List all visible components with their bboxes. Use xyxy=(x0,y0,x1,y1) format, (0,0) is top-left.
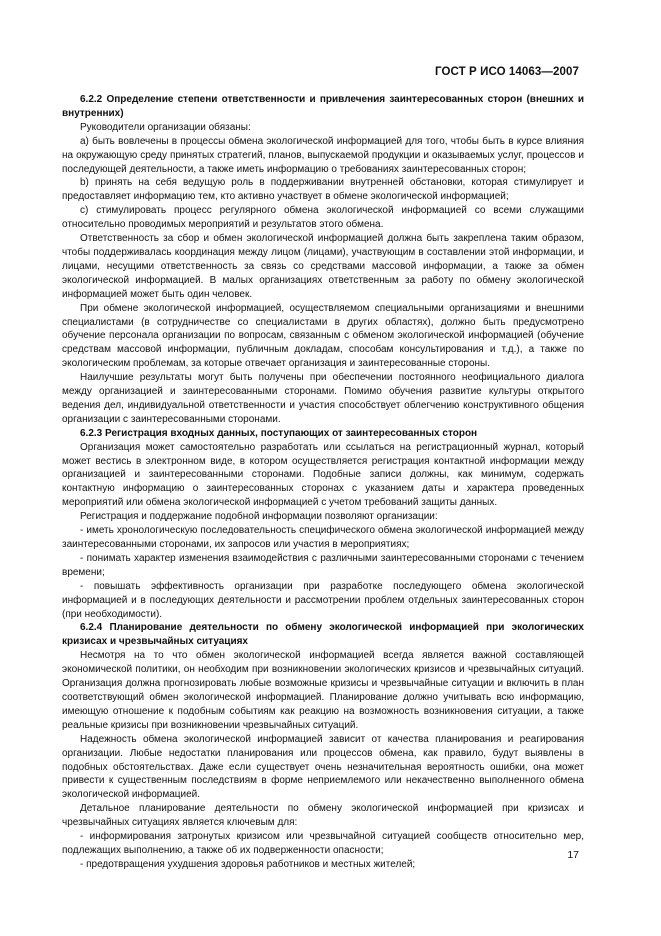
paragraph: При обмене экологической информацией, осуществляемом специальными организациями и внешними специалистами (в сотрудничестве со специалистами в других областях), должно быть предусмотрено обучение персонала организации по вопросам, связанным с обменом экологической информацией (обучение средствам массовой информации, публичным докладам, способам консультирования и т.д.), а также по экологическим проблемам, за которые отвечает организация и заинтересованные стороны. xyxy=(62,302,584,370)
paragraph: Руководители организации обязаны: xyxy=(80,121,251,133)
section-number: 6.2.3 xyxy=(80,427,103,439)
paragraph: Наилучшие результаты могут быть получены при обеспечении постоянного неофициального диалога между организацией и заинтересованными сторонами. Помимо обучения развитие культуры открытого ведения дел, индивидуальной ответственности и участия способствует облегчению конструктивного общения организации с заинтересованными сторонами. xyxy=(62,372,584,425)
paragraph: Организация может самостоятельно разработать или ссылаться на регистрационный журнал, который может вестись в электронном виде, в котором осуществляется регистрация контактной информации между организацией и заинтересованными сторонами. Подобные записи должны, как минимум, содержать контактную информацию о заинтересованных сторонах с указанием даты и характера проведенных мероприятий или обмена экологической информацией с учетом требований защиты данных. xyxy=(62,441,584,509)
list-item: - информирования затронутых кризисом или чрезвычайной ситуацией сообществ относительно мер, подлежащих выполнению, а также об их подверженности опасности; xyxy=(62,831,584,856)
section-title: Регистрация входных данных, поступающих от заинтересованных сторон xyxy=(105,427,478,439)
list-item: - предотвращения ухудшения здоровья работников и местных жителей; xyxy=(80,858,416,870)
paragraph: Надежность обмена экологической информацией зависит от качества планирования и реагирования организации. Любые недостатки планирования или процессов обмена, как правило, будут выявлены в подобных обстоятельствах. Даже если существует очень незначительная вероятность ошибки, она может привести к существенным последствиям в форме неприемлемого или некачественно выполненного обмена экологической информацией. xyxy=(62,733,584,801)
list-item: - понимать характер изменения взаимодействия с различными заинтересованными сторонами с течением времени; xyxy=(62,552,584,578)
standard-header: ГОСТ Р ИСО 14063—2007 xyxy=(434,66,579,78)
paragraph: Несмотря на то что обмен экологической информацией всегда является важной составляющей экономической политики, он необходим при возникновении экологических кризисов и чрезвычайных ситуаций. Организация должна прогнозировать любые возможные кризисы и чрезвычайные ситуации и включить в план соответствующий обмен экологической информацией. Планирование должно учитывать всю информацию, имеющую отношение к подобным событиям как реакцию на возможность возникновения ситуации, а также реальные кризисы при возникновении чрезвычайных ситуаций. xyxy=(62,650,584,731)
section-number: 6.2.2 xyxy=(80,94,103,105)
section-heading-6-2-4 xyxy=(62,621,584,649)
section-title: Определение степени ответственности и привлечения заинтересованных сторон (внешних и внутренних) xyxy=(62,94,584,119)
document-body xyxy=(62,93,584,872)
page-number: 17 xyxy=(567,849,579,861)
list-item: а) быть вовлечены в процессы обмена экологической информацией для того, чтобы быть в курсе влияния на окружающую среду принятых стратегий, планов, выпускаемой продукции и оказываемых услуг, процессов и последующей деятельности, а также иметь информацию о требованиях заинтересованных сторон; xyxy=(62,135,584,175)
list-item: b) принять на себя ведущую роль в поддерживании внутренней обстановки, которая стимулирует и предоставляет информацию тем, кто активно участвует в обмене экологической информацией; xyxy=(62,177,584,203)
list-item: c) стимулировать процесс регулярного обмена экологической информацией со всеми служащими относительно проводимых мероприятий и результатов этого обмена. xyxy=(62,205,584,231)
paragraph: Ответственность за сбор и обмен экологической информацией должна быть закреплена таким образом, чтобы поддерживалась координация между лицом (лицами), участвующим в составлении этой информации, и лицами, несущими ответственность за связь со средствами массовой информации, а также за обмен экологической информацией. В малых организациях ответственным за работу по обмену экологической информацией может быть один человек. xyxy=(62,233,584,300)
list-item: - иметь хронологическую последовательность специфического обмена экологической информацией между заинтересованными сторонами, их запросов или участия в мероприятиях; xyxy=(62,525,584,550)
list-item: - повышать эффективность организации при разработке последующего обмена экологической информацией и в последующих деятельности и рассмотрении проблем отдельных заинтересованных сторон (при необходимости). xyxy=(62,580,584,620)
paragraph: Регистрация и поддержание подобной информации позволяют организации: xyxy=(80,511,438,523)
section-title: Планирование деятельности по обмену экологической информацией при экологических кризисах и чрезвычайных ситуациях xyxy=(62,622,584,648)
section-number: 6.2.4 xyxy=(80,622,103,634)
paragraph: Детальное планирование деятельности по обмену экологической информацией при кризисах и чрезвычайных ситуациях является ключевым для: xyxy=(62,803,584,829)
section-heading-6-2-3 xyxy=(62,427,584,441)
section-heading-6-2-2 xyxy=(62,93,584,121)
